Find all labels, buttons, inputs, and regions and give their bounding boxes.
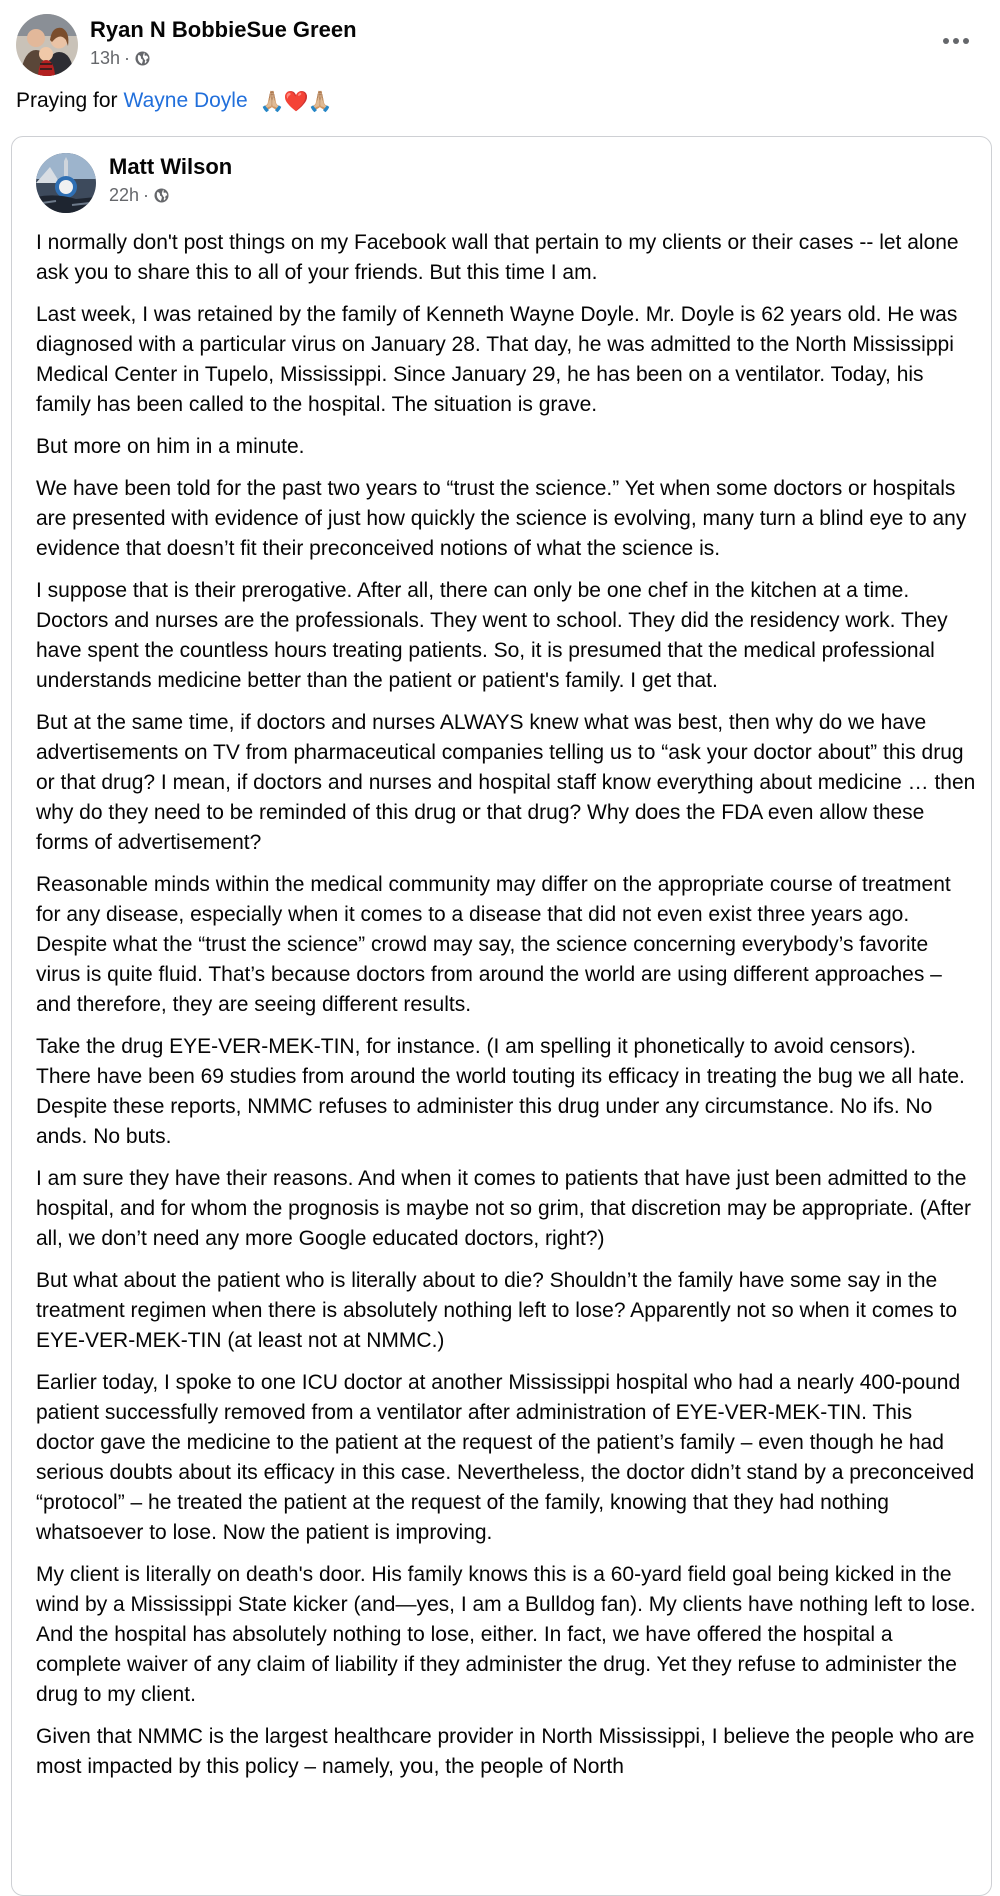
shared-post-timestamp[interactable]: 22h xyxy=(109,185,140,205)
shared-author-name[interactable]: Matt Wilson xyxy=(109,154,233,179)
caption-text: Praying for xyxy=(16,89,118,112)
shared-post-meta xyxy=(109,184,232,206)
post-paragraph: I normally don't post things on my Facebook wall that pertain to my clients or their cases -- let alone ask you to share this to all of your friends. But this time I am. xyxy=(36,231,959,284)
post-timestamp[interactable]: 13h xyxy=(90,48,121,68)
post-paragraph: We have been told for the past two years to “trust the science.” Yet when some doctors or hospitals are presented with evidence of just how quickly the science is evolving, many turn a blind eye to any evidence that doesn’t fit their preconceived notions of what the science is. xyxy=(36,477,967,560)
post-paragraph: Last week, I was retained by the family of Kenneth Wayne Doyle. Mr. Doyle is 62 years old. He was diagnosed with a particular virus on January 28. That day, he was admitted to the North Mississippi Medical Center in Tupelo, Mississippi. Since January 29, he has been on a ventilator. Today, his family has been called to the hospital. The situation is grave. xyxy=(36,303,958,416)
meta-separator: · xyxy=(143,185,150,205)
shared-post-card[interactable] xyxy=(11,136,992,1896)
post-meta xyxy=(90,47,357,69)
post-paragraph: But at the same time, if doctors and nurses ALWAYS knew what was best, then why do we have advertisements on TV from pharmaceutical companies telling us to “ask your doctor about” this drug or that drug? I mean, if doctors and nurses and hospital staff know everything about medicine … then why do they need to be reminded of this drug or that drug? Why does the FDA even allow these forms of advertisement? xyxy=(36,711,976,854)
shared-author-avatar[interactable] xyxy=(36,153,96,213)
post-paragraph: Given that NMMC is the largest healthcare provider in North Mississippi, I believe the people who are most impacted by this policy – namely, you, the people of North xyxy=(36,1725,975,1778)
more-options-button[interactable] xyxy=(938,26,974,56)
globe-icon[interactable] xyxy=(134,50,151,67)
tagged-person-link[interactable]: Wayne Doyle xyxy=(123,89,248,112)
post-paragraph: I suppose that is their prerogative. After all, there can only be one chef in the kitchen at a time. Doctors and nurses are the professionals. They went to school. They did the residency work. They have spent the countless hours treating patients. So, it is presumed that the medical professional understands medicine better than the patient or patient's family. I get that. xyxy=(36,579,948,692)
post-paragraph: I am sure they have their reasons. And when it comes to patients that have just been admitted to the hospital, and for whom the prognosis is maybe not so grim, that discretion may be appropriate. (After all, we don’t need any more Google educated doctors, right?) xyxy=(36,1167,971,1250)
post-paragraph: Reasonable minds within the medical community may differ on the appropriate course of treatment for any disease, especially when it comes to a disease that did not even exist three years ago. Despite what the “trust the science” crowd may say, the science concerning everybody’s favorite virus is quite fluid. That’s because doctors from around the world are using different approaches – and therefore, they are seeing different results. xyxy=(36,873,951,1016)
globe-icon[interactable] xyxy=(153,187,170,204)
post-author-name[interactable]: Ryan N BobbieSue Green xyxy=(90,17,357,42)
post-paragraph: But more on him in a minute. xyxy=(36,435,305,458)
avatar-photo xyxy=(36,153,96,213)
post-header xyxy=(16,14,357,76)
shared-post-header xyxy=(36,153,232,213)
meta-separator: · xyxy=(124,48,131,68)
post-paragraph: My client is literally on death's door. His family knows this is a 60-yard field goal being kicked in the wind by a Mississippi State kicker (and—yes, I am a Bulldog fan). My clients have nothing left to lose. And the hospital has absolutely nothing to lose, either. In fact, we have offered the hospital a complete waiver of any claim of liability if they administer the drug. Yet they refuse to administer the drug to my client. xyxy=(36,1563,976,1706)
caption-emoji: 🙏🏼❤️🙏🏼 xyxy=(259,89,332,113)
avatar[interactable] xyxy=(16,14,78,76)
shared-post-body xyxy=(36,228,976,1794)
post-paragraph: But what about the patient who is literally about to die? Shouldn’t the family have some say in the treatment regimen when there is absolutely nothing left to lose? Apparently not so when it comes to EYE-VER-MEK-TIN (at least not at NMMC.) xyxy=(36,1269,958,1352)
post-paragraph: Earlier today, I spoke to one ICU doctor at another Mississippi hospital who had a nearly 400-pound patient successfully removed from a ventilator after administration of EYE-VER-MEK-TIN. This doctor gave the medicine to the patient at the request of the patient’s family – even though he had serious doubts about its efficacy in this case. Nevertheless, the doctor didn’t stand by a preconceived “protocol” – he treated the patient at the request of the family, knowing that they had nothing whatsoever to lose. Now the patient is improving. xyxy=(36,1371,975,1544)
post-paragraph: Take the drug EYE-VER-MEK-TIN, for instance. (I am spelling it phonetically to avoid censors). There have been 69 studies from around the world touting its efficacy in treating the bug we all hate. Despite these reports, NMMC refuses to administer this drug under any circumstance. No ifs. No ands. No buts. xyxy=(36,1035,965,1148)
post-caption xyxy=(16,86,331,116)
avatar-photo xyxy=(16,14,78,76)
ellipsis-icon xyxy=(942,36,970,46)
